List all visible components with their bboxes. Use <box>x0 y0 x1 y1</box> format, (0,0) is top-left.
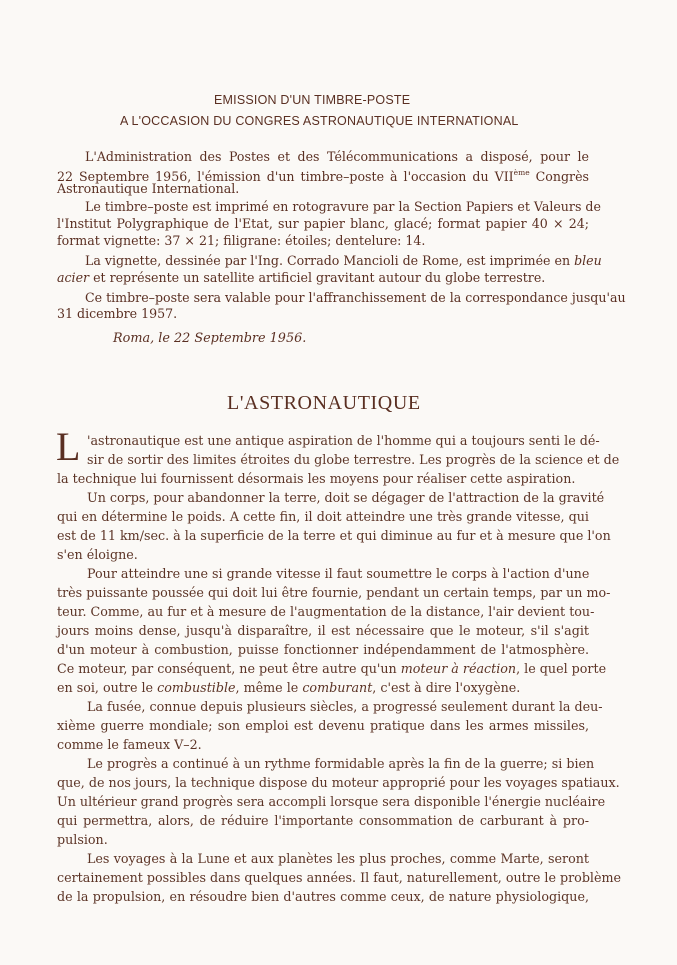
notice-line: Ce timbre–poste sera valable pour l'affranchissement de la correspondance jusqu'au <box>85 290 626 305</box>
article-line: la technique lui fournissent désormais les moyens pour réaliser cette aspiration. <box>57 471 576 486</box>
notice-line: La vignette, dessinée par l'Ing. Corrado Mancioli de Rome, est imprimée en bleu <box>85 253 602 268</box>
article-line: s'en éloigne. <box>57 547 138 562</box>
article-line: jours moins dense, jusqu'à disparaître, il est nécessaire que le moteur, s'il s'agit <box>57 623 589 638</box>
article-line: que, de nos jours, la technique dispose du moteur approprié pour les voyages spatiaux. <box>57 775 620 790</box>
article-line: xième guerre mondiale; son emploi est devenu pratique dans les armes missiles, <box>57 718 589 733</box>
article-line: Un ultérieur grand progrès sera accompli lorsque sera disponible l'énergie nucléaire <box>57 794 606 809</box>
notice-line: 31 dicembre 1957. <box>57 306 178 321</box>
notice-date: Roma, le 22 Septembre 1956. <box>113 331 307 346</box>
article-line: qui en détermine le poids. A cette fin, il doit atteindre une très grande vitesse, qui <box>57 509 589 524</box>
notice-line: acier et représente un satellite artificiel gravitant autour du globe terrestre. <box>57 270 546 285</box>
article-line: qui permettra, alors, de réduire l'importante consommation de carburant à pro- <box>57 813 589 828</box>
article-line: La fusée, connue depuis plusieurs siècles, a progressé seulement durant la deu- <box>87 699 603 714</box>
notice-line: 22 Septembre 1956, l'émission d'un timbre–poste à l'occasion du VIIème Congrès <box>57 168 589 184</box>
article-line: 'astronautique est une antique aspiration de l'homme qui a toujours senti le dé- <box>87 433 600 448</box>
notice-line: Astronautique International. <box>57 181 240 196</box>
article-line: Pour atteindre une si grande vitesse il faut soumettre le corps à l'action d'une <box>87 566 590 581</box>
article-line: très puissante poussée qui doit lui être fournie, pendant un certain temps, par un mo- <box>57 585 611 600</box>
article-line: pulsion. <box>57 832 108 847</box>
article-line: teur. Comme, au fur et à mesure de l'augmentation de la distance, l'air devient tou- <box>57 604 595 619</box>
notice-line: L'Administration des Postes et des Télécommunications a disposé, pour le <box>85 149 589 164</box>
notice-line: format vignette: 37 × 21; filigrane: étoiles; dentelure: 14. <box>57 233 426 248</box>
article-line: certainement possibles dans quelques années. Il faut, naturellement, outre le problème <box>57 870 622 885</box>
article-line: Ce moteur, par conséquent, ne peut être autre qu'un moteur à réaction, le quel porte <box>57 661 607 676</box>
article-title: L'ASTRONAUTIQUE <box>227 392 421 414</box>
heading-line-2: A L'OCCASION DU CONGRES ASTRONAUTIQUE INTERNATIONAL <box>120 114 519 128</box>
article-line: de la propulsion, en résoudre bien d'autres comme ceux, de nature physiologique, <box>57 889 589 904</box>
drop-cap: L <box>56 424 81 469</box>
article-line: sir de sortir des limites étroites du globe terrestre. Les progrès de la science et de <box>87 452 620 467</box>
heading-line-1: EMISSION D'UN TIMBRE-POSTE <box>214 93 411 107</box>
article-line: Le progrès a continué à un rythme formidable après la fin de la guerre; si bien <box>87 756 595 771</box>
notice-line: Le timbre–poste est imprimé en rotogravure par la Section Papiers et Valeurs de <box>85 199 601 214</box>
article-line: est de 11 km/sec. à la superficie de la terre et qui diminue au fur et à mesure que l'on <box>57 528 611 543</box>
article-line: comme le fameux V–2. <box>57 737 202 752</box>
article-line: d'un moteur à combustion, puisse fonctionner indépendamment de l'atmosphère. <box>57 642 589 657</box>
notice-line: l'Institut Polygraphique de l'Etat, sur papier blanc, glacé; format papier 40 × 24; <box>57 216 589 231</box>
article-line: en soi, outre le combustible, même le comburant, c'est à dire l'oxygène. <box>57 680 521 695</box>
article-line: Un corps, pour abandonner la terre, doit se dégager de l'attraction de la gravité <box>87 490 605 505</box>
article-line: Les voyages à la Lune et aux planètes les plus proches, comme Marte, seront <box>87 851 589 866</box>
